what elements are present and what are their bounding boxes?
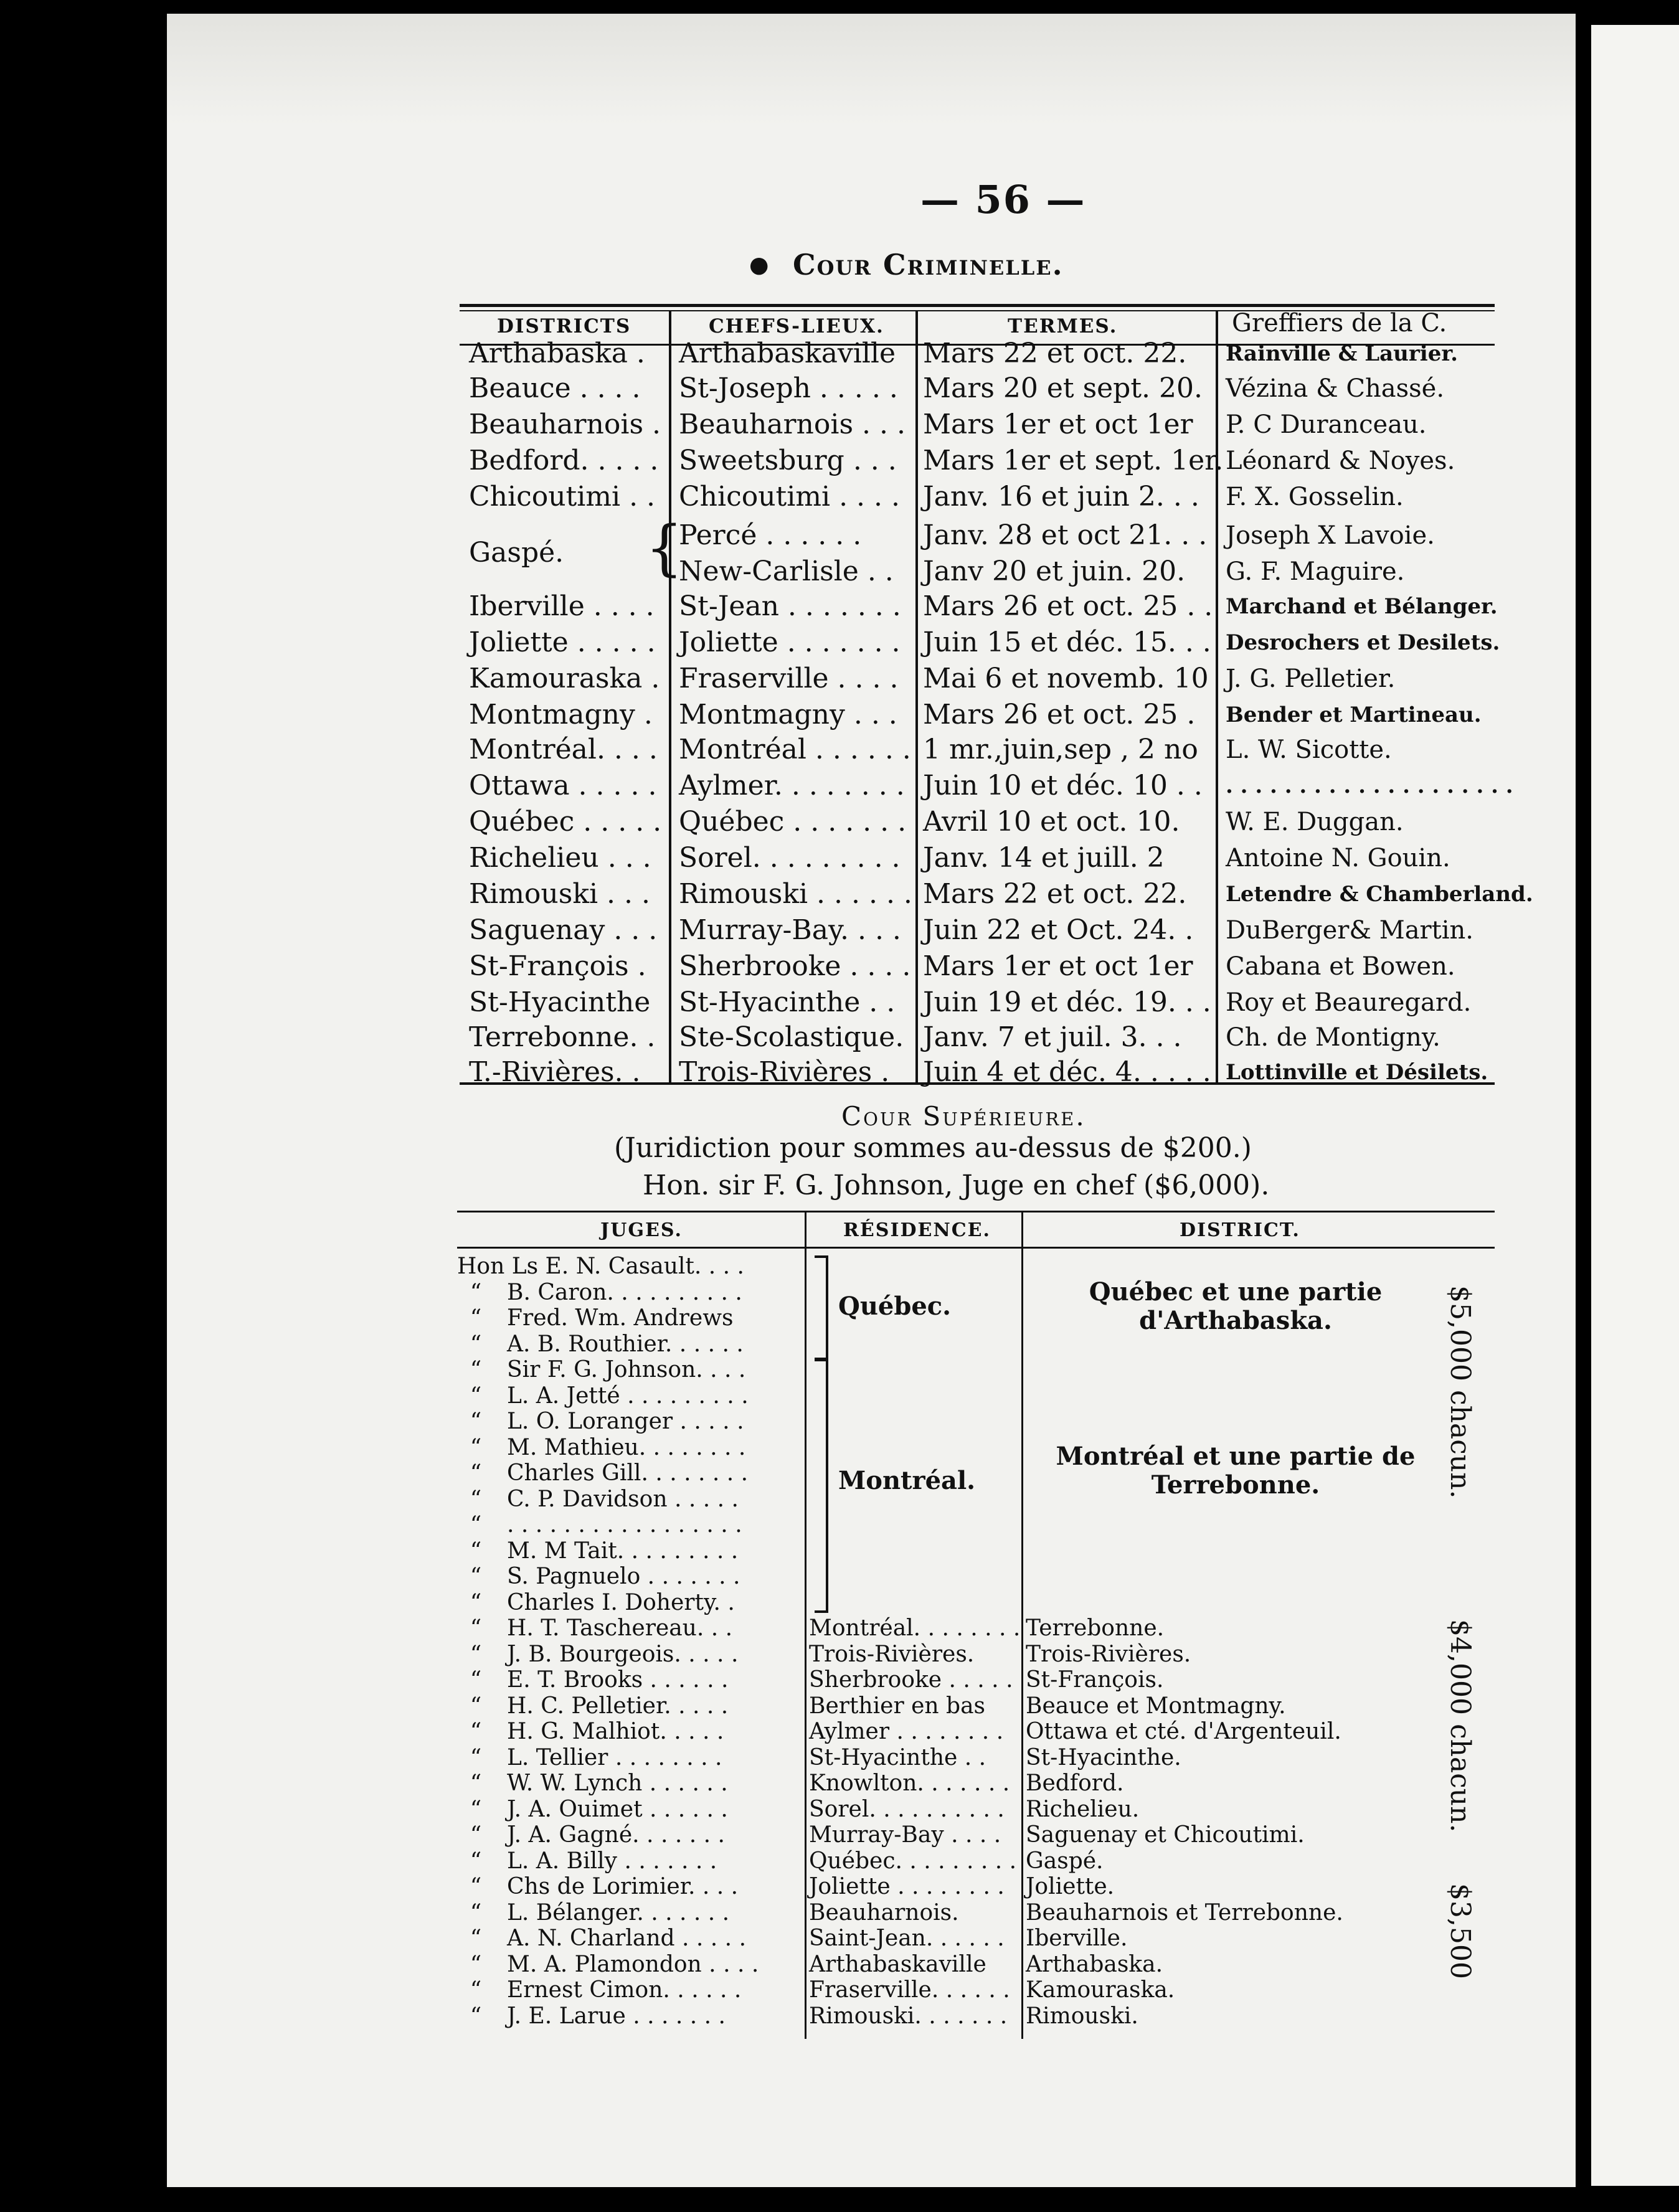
- judge-name: W. W. Lynch . . . . . .: [507, 1770, 728, 1796]
- chef-lieu-cell: Sorel. . . . . . . . .: [679, 842, 901, 874]
- judge-name-row: [457, 1849, 717, 1874]
- district-cell: Arthabaska.: [1026, 1951, 1163, 1977]
- termes-cell: Mars 22 et oct. 22.: [923, 878, 1187, 910]
- salary-group-5000: $5,000 chacun.: [1444, 1285, 1476, 1499]
- page-number: — 56 —: [920, 177, 1086, 222]
- district-cell: St-Hyacinthe.: [1026, 1744, 1181, 1770]
- judge-name: E. T. Brooks . . . . . .: [507, 1667, 729, 1693]
- document-page: [167, 14, 1576, 2187]
- residence-cell: Trois-Rivières.: [809, 1641, 975, 1667]
- greffier-cell: Léonard & Noyes.: [1226, 447, 1455, 475]
- col-termes: TERMES.: [1008, 315, 1118, 338]
- chef-lieu-cell: St-Jean . . . . . . .: [679, 590, 901, 622]
- residence-cell: Fraserville. . . . . .: [809, 1977, 1010, 2003]
- district-cell: Bedford. . . . .: [469, 445, 659, 476]
- ditto-mark: “: [470, 1899, 482, 1926]
- judge-name: Hon Ls E. N. Casault. . . .: [457, 1254, 744, 1279]
- judge-name: Charles Gill. . . . . . . .: [507, 1460, 749, 1486]
- ditto-mark: “: [470, 1589, 482, 1615]
- ditto-mark: “: [470, 1538, 482, 1564]
- ditto-mark: “: [470, 1434, 482, 1460]
- district-cell: Beauharnois .: [469, 409, 661, 440]
- district-cell: Ottawa . . . . .: [469, 770, 657, 801]
- judge-name: M. Mathieu. . . . . . . .: [507, 1434, 746, 1460]
- district-cell: Kamouraska .: [469, 663, 660, 694]
- greffier-cell: Vézina & Chassé.: [1226, 374, 1445, 403]
- district-cell: Beauce . . . .: [469, 372, 641, 404]
- judge-name: C. P. Davidson . . . . .: [507, 1486, 739, 1512]
- judge-name-row: [457, 1254, 744, 1279]
- ditto-mark: “: [470, 1770, 482, 1796]
- residence-cell: Beauharnois.: [809, 1899, 959, 1926]
- col-chefs-lieux: CHEFS-LIEUX.: [709, 315, 884, 338]
- judge-name-row: [457, 1746, 722, 1770]
- ditto-mark: “: [470, 1822, 482, 1848]
- district-cell: Terrebonne. .: [469, 1021, 656, 1053]
- residence-cell: Montréal. . . . . . . .: [809, 1615, 1021, 1641]
- ditto-mark: “: [470, 1796, 482, 1822]
- district-cell: Ottawa et cté. d'Argenteuil.: [1026, 1719, 1341, 1744]
- col-greffiers: Greffiers de la C.: [1232, 309, 1447, 338]
- judge-name-row: [457, 1901, 729, 1926]
- judge-name-row: [457, 1306, 733, 1331]
- chef-lieu-cell: St-Joseph . . . . .: [679, 372, 898, 404]
- ditto-mark: “: [470, 1279, 482, 1305]
- judge-name: J. B. Bourgeois. . . . .: [507, 1641, 739, 1667]
- district-cell: Gaspé.: [469, 537, 564, 569]
- judge-name: H. G. Malhiot. . . . .: [507, 1719, 724, 1744]
- chef-lieu-cell: Beauharnois . . .: [679, 409, 906, 440]
- district-cell: Joliette.: [1026, 1874, 1115, 1899]
- termes-cell: Janv. 16 et juin 2. . .: [923, 481, 1199, 513]
- ditto-mark: “: [470, 1951, 482, 1977]
- salary-group-3500: $3,500: [1444, 1883, 1476, 1979]
- group2-district: Montréal et une partie de Terrebonne.: [1056, 1442, 1416, 1500]
- termes-cell: Mars 1er et oct 1er: [923, 950, 1193, 982]
- ditto-mark: “: [470, 1409, 482, 1434]
- judge-name: J. A. Ouimet . . . . . .: [507, 1796, 728, 1822]
- residence-cell: Québec. . . . . . . . .: [809, 1848, 1017, 1874]
- ditto-mark: “: [470, 1357, 482, 1382]
- judge-name-row: [457, 1487, 739, 1512]
- judge-name-row: [457, 1797, 728, 1822]
- ditto-mark: “: [470, 1615, 482, 1641]
- judge-name-row: [457, 1332, 744, 1357]
- judge-name-row: [457, 1384, 749, 1409]
- district-cell: St-François .: [469, 950, 646, 982]
- ditto-mark: “: [470, 1305, 482, 1331]
- greffier-cell: G. F. Maguire.: [1226, 557, 1405, 586]
- judge-name: H. C. Pelletier. . . . .: [507, 1693, 729, 1719]
- greffier-cell: F. X. Gosselin.: [1226, 483, 1404, 511]
- judge-name: . . . . . . . . . . . . . . . . .: [507, 1512, 742, 1538]
- greffier-cell: J. G. Pelletier.: [1226, 664, 1396, 693]
- district-cell: Iberville.: [1026, 1926, 1128, 1951]
- ditto-mark: “: [470, 1667, 482, 1693]
- ditto-mark: “: [470, 1848, 482, 1874]
- ditto-mark: “: [470, 1641, 482, 1667]
- judge-name-row: [457, 1616, 732, 1641]
- district-cell: Montréal. . . .: [469, 734, 658, 765]
- district-cell: Québec . . . . .: [469, 806, 662, 838]
- judge-name-row: [457, 1461, 748, 1486]
- residence-cell: Berthier en bas: [809, 1693, 986, 1719]
- district-cell: Terrebonne.: [1026, 1615, 1165, 1641]
- greffier-cell: Lottinville et Désilets.: [1226, 1060, 1488, 1085]
- district-cell: Rimouski.: [1026, 2003, 1138, 2029]
- judge-name: M. M Tait. . . . . . . . .: [507, 1538, 739, 1564]
- judge-name: A. B. Routhier. . . . . .: [507, 1331, 744, 1357]
- district-cell: Arthabaska .: [469, 338, 645, 369]
- greffier-cell: Joseph X Lavoie.: [1226, 521, 1435, 550]
- criminal-court-heading-text: Cour Criminelle.: [793, 248, 1064, 281]
- district-cell: Joliette . . . . .: [469, 626, 656, 658]
- chef-lieu-cell: Joliette . . . . . . .: [679, 626, 901, 658]
- chef-lieu-cell: St-Hyacinthe . .: [679, 986, 896, 1018]
- judge-name: L. O. Loranger . . . . .: [507, 1409, 744, 1434]
- district-cell: T.-Rivières. .: [469, 1056, 641, 1088]
- group2-residence: Montréal.: [838, 1466, 976, 1495]
- chef-lieu-cell: Aylmer. . . . . . . .: [679, 770, 905, 801]
- judge-name-row: [457, 1564, 740, 1589]
- judge-name: J. E. Larue . . . . . . .: [507, 2003, 726, 2029]
- judge-name-row: [457, 1694, 728, 1719]
- judge-name-row: [457, 1952, 759, 1977]
- ditto-mark: “: [470, 1926, 482, 1951]
- greffier-cell: W. E. Duggan.: [1226, 808, 1404, 836]
- judge-name-row: [457, 1590, 735, 1615]
- district-cell: Bedford.: [1026, 1770, 1124, 1796]
- greffier-cell: Rainville & Laurier.: [1226, 341, 1458, 366]
- judge-name: J. A. Gagné. . . . . . .: [507, 1822, 725, 1848]
- residence-cell: St-Hyacinthe . .: [809, 1744, 986, 1770]
- judge-name-row: [457, 1539, 738, 1564]
- greffier-cell: L. W. Sicotte.: [1226, 735, 1392, 764]
- termes-cell: Janv. 14 et juill. 2: [923, 842, 1165, 874]
- residence-cell: Sherbrooke . . . . .: [809, 1667, 1013, 1693]
- greffier-cell: Bender et Martineau.: [1226, 702, 1482, 727]
- superior-court-table: [457, 1211, 1495, 2039]
- judge-name-row: [457, 1978, 741, 2003]
- termes-cell: Mars 26 et oct. 25 . .: [923, 590, 1213, 622]
- superior-court-heading: Cour Supérieure.: [841, 1101, 1086, 1132]
- group1-residence: Québec.: [838, 1292, 952, 1321]
- judge-name-row: [457, 1358, 745, 1382]
- judge-name: Ernest Cimon. . . . . .: [507, 1977, 742, 2003]
- ditto-mark: “: [470, 1331, 482, 1357]
- district-cell: St-François.: [1026, 1667, 1164, 1693]
- ditto-mark: “: [470, 2003, 482, 2029]
- greffier-cell: Ch. de Montigny.: [1226, 1023, 1440, 1052]
- judge-name: L. Tellier . . . . . . . .: [507, 1744, 722, 1770]
- greffier-cell: Letendre & Chamberland.: [1226, 882, 1533, 907]
- district-cell: St-Hyacinthe: [469, 986, 651, 1018]
- judge-name: H. T. Taschereau. . .: [507, 1615, 733, 1641]
- judge-name-row: [457, 1642, 738, 1667]
- chef-lieu-cell: Sweetsburg . . .: [679, 445, 897, 476]
- termes-cell: Avril 10 et oct. 10.: [923, 806, 1180, 838]
- termes-cell: Mai 6 et novemb. 10: [923, 663, 1209, 694]
- judge-name: Sir F. G. Johnson. . . .: [507, 1357, 746, 1382]
- judge-name: A. N. Charland . . . . .: [507, 1926, 747, 1951]
- residence-cell: Knowlton. . . . . . .: [809, 1770, 1010, 1796]
- district-cell: Kamouraska.: [1026, 1977, 1175, 2003]
- district-cell: Beauce et Montmagny.: [1026, 1693, 1286, 1719]
- termes-cell: Janv. 28 et oct 21. . .: [923, 519, 1208, 551]
- judge-name-row: [457, 1823, 725, 1848]
- judge-name: S. Pagnuelo . . . . . . .: [507, 1564, 740, 1589]
- col-districts: DISTRICTS: [497, 315, 631, 338]
- judge-name-row: [457, 1874, 738, 1899]
- judge-name: L. Bélanger. . . . . . .: [507, 1899, 730, 1926]
- greffier-cell: . . . . . . . . . . . . . . . . . . . .: [1226, 773, 1513, 798]
- greffier-cell: Cabana et Bowen.: [1226, 952, 1455, 981]
- judge-name: Fred. Wm. Andrews: [507, 1305, 734, 1331]
- greffier-cell: P. C Duranceau.: [1226, 410, 1427, 439]
- judge-name: L. A. Billy . . . . . . .: [507, 1848, 717, 1874]
- gaspe-brace: {: [645, 513, 684, 583]
- district-cell: Trois-Rivières.: [1026, 1641, 1191, 1667]
- judge-name: Chs de Lorimier. . . .: [507, 1874, 739, 1899]
- judge-name-row: [457, 1409, 744, 1434]
- residence-cell: Murray-Bay . . . .: [809, 1822, 1001, 1848]
- residence-cell: Arthabaskaville: [809, 1951, 986, 1977]
- judge-name: L. A. Jetté . . . . . . . . .: [507, 1382, 749, 1409]
- judge-name: Charles I. Doherty. .: [507, 1589, 735, 1615]
- district-cell: Gaspé.: [1026, 1848, 1104, 1874]
- ditto-mark: “: [470, 1977, 482, 2003]
- col-district: DISTRICT.: [1180, 1219, 1300, 1241]
- greffier-cell: DuBerger& Martin.: [1226, 916, 1474, 945]
- termes-cell: Mars 22 et oct. 22.: [923, 338, 1187, 369]
- termes-cell: Juin 15 et déc. 15. . .: [923, 626, 1211, 658]
- chef-lieu-cell: Ste-Scolastique.: [679, 1021, 904, 1053]
- district-cell: Saguenay et Chicoutimi.: [1026, 1822, 1305, 1848]
- superior-court-jurisdiction: (Juridiction pour sommes au-dessus de $200.): [614, 1132, 1252, 1164]
- district-cell: Richelieu.: [1026, 1796, 1140, 1822]
- judge-name: M. A. Plamondon . . . .: [507, 1951, 759, 1977]
- chef-lieu-cell: Sherbrooke . . . .: [679, 950, 911, 982]
- judge-name-row: [457, 1513, 742, 1538]
- ditto-mark: “: [470, 1486, 482, 1512]
- criminal-court-heading: ● Cour Criminelle.: [749, 248, 1064, 281]
- termes-cell: Janv. 7 et juil. 3. . .: [923, 1021, 1182, 1053]
- district-cell: Richelieu . . .: [469, 842, 651, 874]
- greffier-cell: Roy et Beauregard.: [1226, 988, 1472, 1017]
- chef-lieu-cell: New-Carlisle . .: [679, 555, 894, 587]
- termes-cell: Mars 1er et oct 1er: [923, 409, 1193, 440]
- termes-cell: Juin 10 et déc. 10 . .: [923, 770, 1203, 801]
- salary-group-4000: $4,000 chacun.: [1444, 1619, 1476, 1833]
- col-juges: JUGES.: [600, 1219, 683, 1241]
- termes-cell: Mars 26 et oct. 25 .: [923, 699, 1196, 730]
- ditto-mark: “: [470, 1382, 482, 1409]
- ditto-mark: “: [470, 1693, 482, 1719]
- ditto-mark: “: [470, 1564, 482, 1589]
- chef-lieu-cell: Montmagny . . .: [679, 699, 897, 730]
- termes-cell: Mars 20 et sept. 20.: [923, 372, 1203, 404]
- chef-lieu-cell: Arthabaskaville: [679, 338, 896, 369]
- chef-lieu-cell: Rimouski . . . . . .: [679, 878, 912, 910]
- judge-name-row: [457, 1668, 728, 1693]
- judge-name-row: [457, 1280, 742, 1305]
- greffier-cell: Desrochers et Desilets.: [1226, 630, 1500, 655]
- district-cell: Saguenay . . .: [469, 914, 658, 946]
- greffier-cell: Antoine N. Gouin.: [1226, 844, 1450, 872]
- chef-lieu-cell: Fraserville . . . .: [679, 663, 899, 694]
- termes-cell: Janv 20 et juin. 20.: [923, 555, 1186, 587]
- residence-cell: Aylmer . . . . . . . .: [809, 1719, 1004, 1744]
- ditto-mark: “: [470, 1874, 482, 1899]
- chef-lieu-cell: Murray-Bay. . . .: [679, 914, 901, 946]
- termes-cell: 1 mr.,juin,sep , 2 no: [923, 734, 1198, 765]
- judge-name-row: [457, 1926, 746, 1951]
- termes-cell: Juin 4 et déc. 4. . . . .: [923, 1056, 1211, 1088]
- judge-name-row: [457, 1719, 724, 1744]
- criminal-court-table: [460, 304, 1533, 1089]
- district-cell: Beauharnois et Terrebonne.: [1026, 1899, 1343, 1926]
- judge-name-row: [457, 1771, 728, 1796]
- group1-district: Québec et une partie d'Arthabaska.: [1089, 1277, 1383, 1335]
- chef-lieu-cell: Chicoutimi . . . .: [679, 481, 900, 513]
- greffier-cell: Marchand et Bélanger.: [1226, 594, 1498, 619]
- judge-name-row: [457, 2004, 726, 2029]
- chef-lieu-cell: Montréal . . . . . .: [679, 734, 911, 765]
- residence-cell: Rimouski. . . . . . .: [809, 2003, 1008, 2029]
- chef-lieu-cell: Percé . . . . . .: [679, 519, 862, 551]
- termes-cell: Mars 1er et sept. 1er.: [923, 445, 1224, 476]
- district-cell: Rimouski . . .: [469, 878, 650, 910]
- ditto-mark: “: [470, 1512, 482, 1538]
- residence-cell: Sorel. . . . . . . . . .: [809, 1796, 1005, 1822]
- district-cell: Iberville . . . .: [469, 590, 655, 622]
- ditto-mark: “: [470, 1460, 482, 1486]
- col-residence: RÉSIDENCE.: [843, 1219, 991, 1241]
- residence-cell: Saint-Jean. . . . . .: [809, 1926, 1005, 1951]
- judge-name: B. Caron. . . . . . . . . .: [507, 1279, 742, 1305]
- district-cell: Chicoutimi . .: [469, 481, 656, 513]
- judge-name-row: [457, 1435, 745, 1460]
- chef-lieu-cell: Québec . . . . . . .: [679, 806, 907, 838]
- ditto-mark: “: [470, 1744, 482, 1770]
- superior-court-chief-justice: Hon. sir F. G. Johnson, Juge en chef ($6,000).: [643, 1170, 1270, 1201]
- next-page-edge: [1591, 25, 1679, 2186]
- chef-lieu-cell: Trois-Rivières .: [679, 1056, 890, 1088]
- residence-cell: Joliette . . . . . . . .: [809, 1874, 1005, 1899]
- termes-cell: Juin 22 et Oct. 24. .: [923, 914, 1194, 946]
- district-cell: Montmagny .: [469, 699, 653, 730]
- ditto-mark: “: [470, 1719, 482, 1744]
- termes-cell: Juin 19 et déc. 19. . .: [923, 986, 1211, 1018]
